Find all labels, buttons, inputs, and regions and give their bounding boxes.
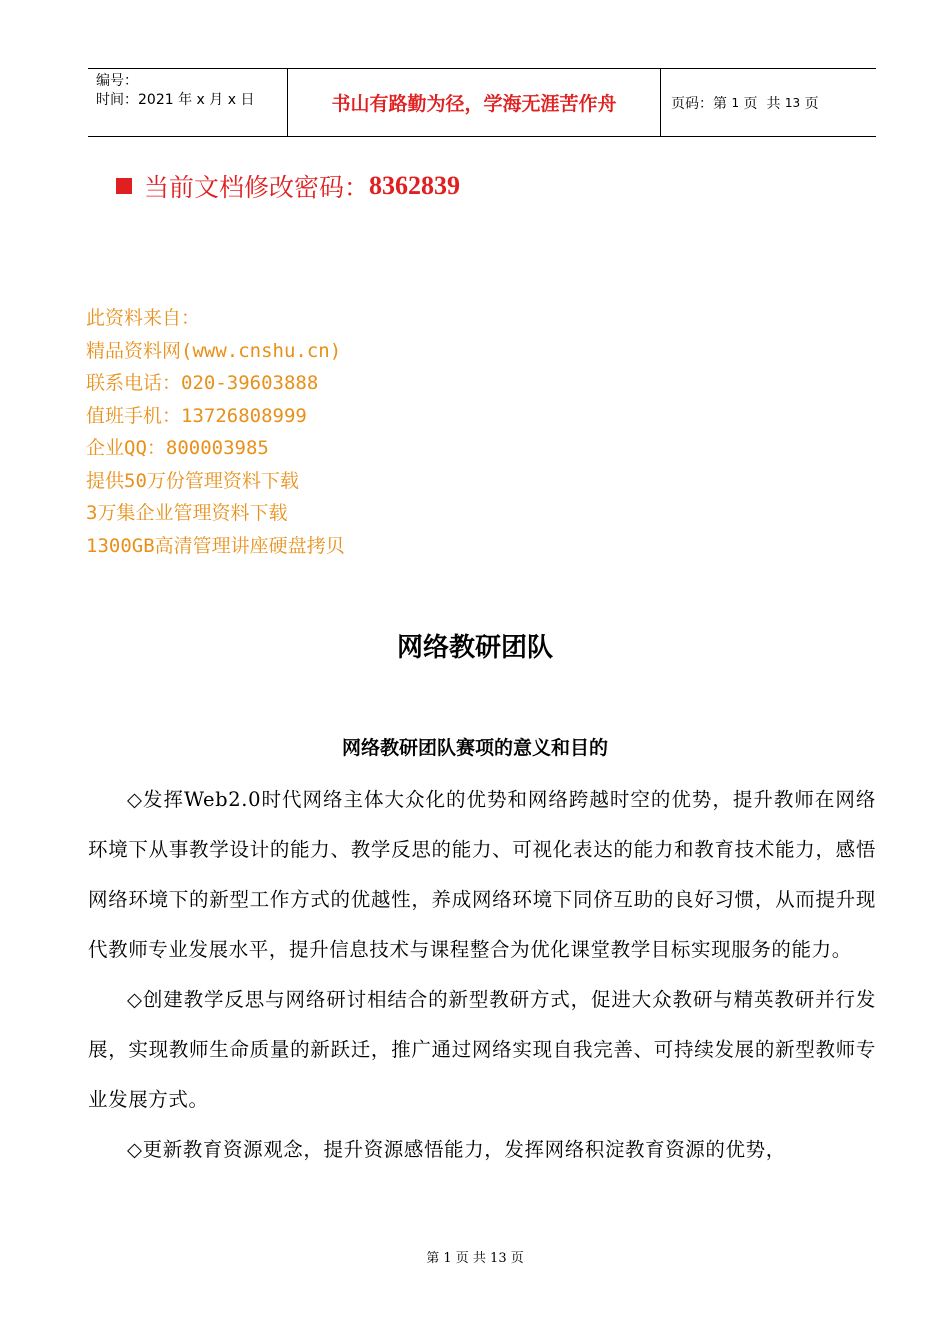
document-time: 时间：2021 年 x 月 x 日 [96, 92, 255, 108]
page-total: 13 [784, 95, 801, 110]
source-line: 值班手机：13726808999 [86, 404, 307, 427]
source-line: 联系电话：020-39603888 [86, 372, 319, 394]
source-line: 提供50万份管理资料下载 [86, 469, 299, 492]
password-code: 8362839 [369, 171, 461, 200]
password-notice [116, 166, 460, 206]
page-current: 1 [731, 95, 740, 110]
source-line: 此资料来自： [86, 307, 201, 329]
header-page-number [661, 69, 876, 136]
document-title: 网络教研团队 [396, 633, 553, 663]
source-line: 1300GB高清管理讲座硬盘拷贝 [86, 534, 345, 557]
page-prefix: 页码：第 [671, 95, 732, 112]
page-footer: 第 1 页 共 13 页 [426, 1251, 524, 1266]
square-bullet-icon [116, 178, 132, 194]
page-suffix: 页 [800, 95, 819, 112]
password-label: 当前文档修改密码： [144, 173, 370, 202]
section-heading: 网络教研团队赛项的意义和目的 [341, 737, 608, 759]
source-line: 3万集企业管理资料下载 [86, 502, 288, 524]
source-line: 精品资料网(www.cnshu.cn) [86, 339, 342, 362]
paragraph: ◇创建教学反思与网络研讨相结合的新型教研方式，促进大众教研与精英教研并行发展，实现教师生命质量的新跃迁，推广通过网络实现自我完善、可持续发展的新型教师专业发展方式。 [88, 988, 876, 1111]
source-info [86, 302, 345, 562]
paragraph: ◇更新教育资源观念，提升资源感悟能力，发挥网络积淀教育资源的优势， [127, 1138, 786, 1161]
header-meta [88, 69, 288, 136]
page-mid: 页 共 [739, 95, 785, 112]
header-motto: 书山有路勤为径，学海无涯苦作舟 [288, 69, 661, 136]
header-table [88, 68, 876, 137]
body-text [88, 775, 876, 1175]
source-line: 企业QQ：800003985 [86, 437, 269, 459]
paragraph: ◇发挥Web2.0时代网络主体大众化的优势和网络跨越时空的优势，提升教师在网络环境下从事教学设计的能力、教学反思的能力、可视化表达的能力和教育技术能力，感悟网络环境下的新型工作方式的优越性，养成网络环境下同侪互助的良好习惯，从而提升现代教师专业发展水平，提升信息技术与课程整合为优化课堂教学目标实现服务的能力。 [88, 788, 876, 961]
document-number-label: 编号： [96, 73, 138, 89]
